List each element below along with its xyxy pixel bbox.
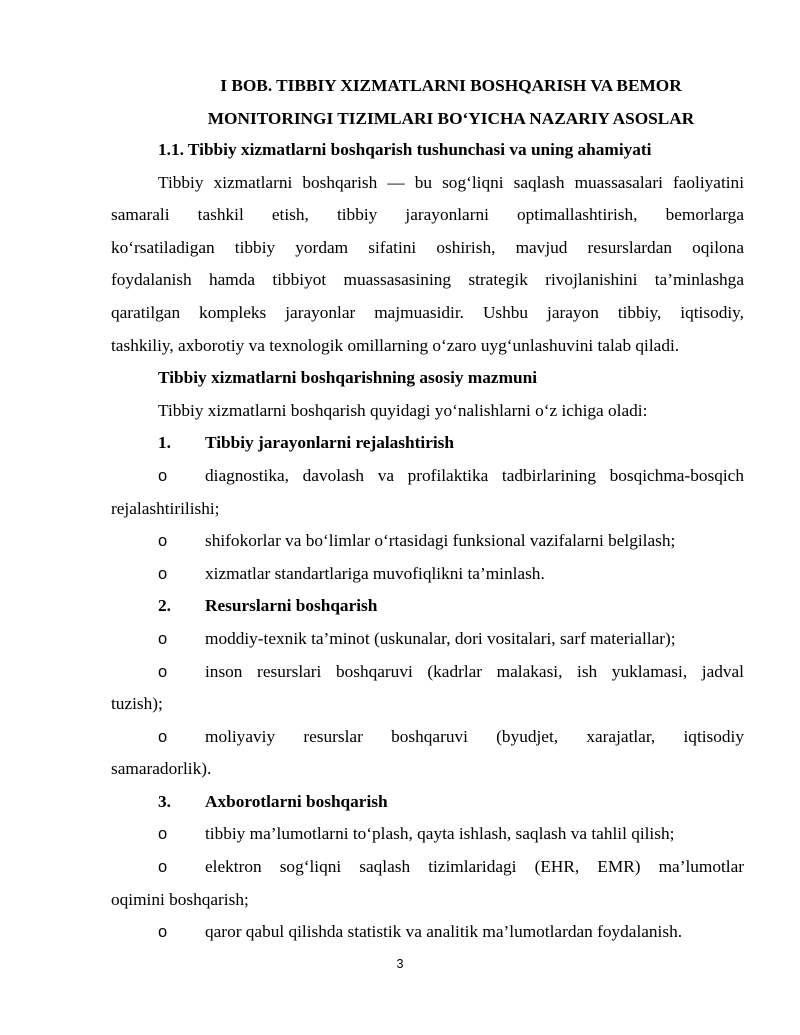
numbered-heading — [111, 590, 744, 623]
document-body — [111, 134, 744, 949]
bullet-text: moliyaviy resurslar boshqaruvi (byudjet, xarajatlar, iqtisodiy — [205, 726, 744, 746]
list-number: 2. — [158, 596, 171, 616]
chapter-title-line: I BOB. TIBBIY XIZMATLARNI BOSHQARISH VA BEMOR — [220, 76, 682, 95]
bullet-marker: o — [158, 466, 168, 485]
chapter-title — [110, 70, 744, 136]
bullet-item — [111, 525, 744, 558]
bullet-marker: o — [158, 532, 168, 551]
numbered-heading — [111, 427, 744, 460]
list-heading-text: Tibbiy jarayonlarni rejalashtirish — [205, 433, 455, 453]
bullet-text: oqimini boshqarish; — [111, 889, 249, 909]
bullet-marker: o — [158, 629, 168, 648]
list-number: 1. — [158, 433, 171, 453]
bullet-marker: o — [158, 727, 168, 746]
list-heading-text: Axborotlarni boshqarish — [205, 791, 388, 811]
bullet-marker: o — [158, 923, 168, 942]
list-heading-text: Resurslarni boshqarish — [205, 596, 378, 616]
bullet-item — [111, 721, 744, 786]
bullet-item — [111, 460, 744, 525]
bullet-item — [111, 656, 744, 721]
paragraph-line: foydalanish hamda tibbiyot muassasasining strategik rivojlanishini ta’minlashga — [111, 270, 744, 290]
paragraph-line: ko‘rsatiladigan tibbiy yordam sifatini oshirish, mavjud resurslardan oqilona — [111, 237, 744, 257]
bullet-text: xizmatlar standartlariga muvofiqlikni ta’minlash. — [205, 563, 545, 583]
paragraph-line: samarali tashkil etish, tibbiy jarayonlarni optimallashtirish, bemorlarga — [111, 205, 744, 225]
bullet-text: elektron sog‘liqni saqlash tizimlaridagi (EHR, EMR) ma’lumotlar — [205, 857, 744, 877]
bullet-item — [111, 623, 744, 656]
list-number: 3. — [158, 791, 171, 811]
paragraph-line: Tibbiy xizmatlarni boshqarish — bu sog‘liqni saqlash muassasalari faoliyatini — [158, 172, 744, 192]
bullet-text: qaror qabul qilishda statistik va analitik ma’lumotlardan foydalanish. — [205, 922, 683, 942]
bullet-marker: o — [158, 825, 168, 844]
bullet-text: rejalashtirilishi; — [111, 498, 220, 518]
lead-sentence: Tibbiy xizmatlarni boshqarish quyidagi yo‘nalishlarni o‘z ichiga oladi: — [158, 400, 648, 420]
bullet-text: inson resurslari boshqaruvi (kadrlar malakasi, ish yuklamasi, jadval — [205, 661, 744, 681]
bullet-text: samaradorlik). — [111, 759, 212, 779]
bullet-text: tuzish); — [111, 694, 163, 714]
bullet-item — [111, 818, 744, 851]
paragraph-line: tashkiliy, axborotiy va texnologik omillarning o‘zaro uyg‘unlashuvini talab qiladi. — [111, 335, 680, 355]
paragraph-line: qaratilgan kompleks jarayonlar majmuasidir. Ushbu jarayon tibbiy, iqtisodiy, — [111, 302, 744, 322]
section-heading: 1.1. Tibbiy xizmatlarni boshqarish tushunchasi va uning ahamiyati — [158, 140, 652, 159]
page-number: 3 — [396, 957, 404, 971]
chapter-title-line: MONITORINGI TIZIMLARI BO‘YICHA NAZARIY ASOSLAR — [207, 108, 695, 128]
bullet-text: moddiy-texnik ta’minot (uskunalar, dori vositalari, sarf materiallar); — [205, 628, 676, 648]
intro-paragraph — [111, 167, 744, 363]
numbered-heading — [111, 786, 744, 819]
bullet-marker: o — [158, 662, 168, 681]
bullet-item — [111, 558, 744, 591]
subheading: Tibbiy xizmatlarni boshqarishning asosiy mazmuni — [158, 368, 537, 388]
bullet-text: shifokorlar va bo‘limlar o‘rtasidagi funksional vazifalarni belgilash; — [205, 531, 676, 551]
bullet-item — [111, 851, 744, 916]
bullet-item — [111, 916, 744, 949]
bullet-text: tibbiy ma’lumotlarni to‘plash, qayta ishlash, saqlash va tahlil qilish; — [205, 824, 675, 844]
bullet-marker: o — [158, 858, 168, 877]
bullet-marker: o — [158, 564, 168, 583]
bullet-text: diagnostika, davolash va profilaktika tadbirlarining bosqichma-bosqich — [205, 465, 744, 485]
